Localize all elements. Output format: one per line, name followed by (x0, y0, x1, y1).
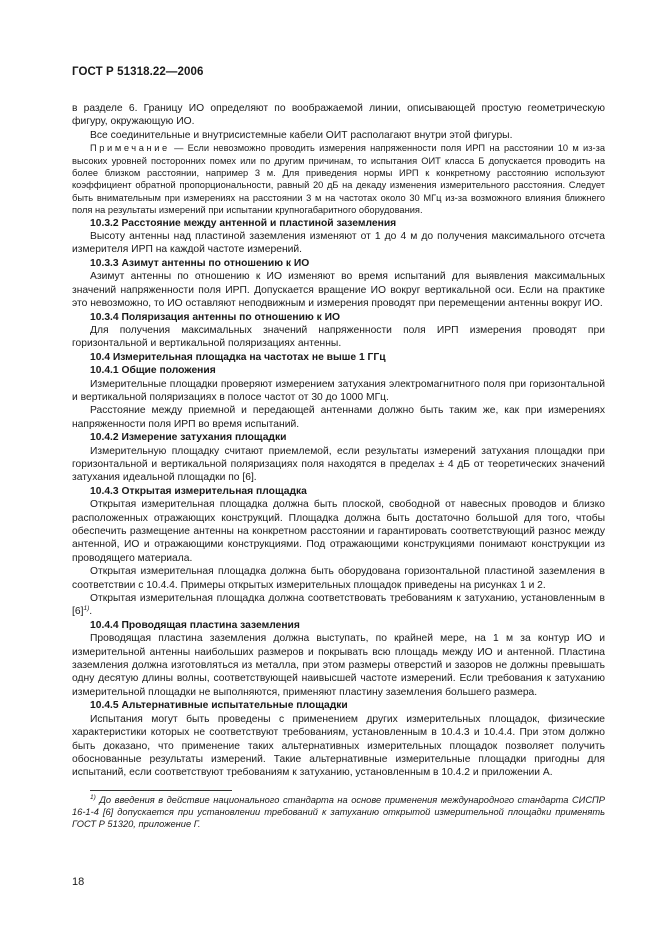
section-heading: 10.4.4 Проводящая пластина заземления (90, 619, 300, 631)
paragraph: Испытания могут быть проведены с применением других измерительных площадок, физические характеристики которых не соответствуют требованиям, установленным в 10.4.3 и 10.4.4. При этом должно быть доказано, что применение таких альтернативных измерительных площадок позволяет получить обоснованные результаты измерений. Такие альтернативные измерительные площадки пригодны для испытаний, если соответствуют требованиям к затуханию, установленным в 10.4.2 и приложении А. (72, 713, 605, 779)
paragraph: Измерительную площадку считают приемлемой, если результаты измерений затухания площадки при горизонтальной и вертикальной поляризациях поля находятся в пределах ± 4 дБ от теоретических значений затухания идеальной площадки по [6]. (72, 445, 605, 484)
section-heading: 10.3.2 Расстояние между антенной и пластиной заземления (90, 217, 397, 229)
paragraph-end: . (89, 606, 93, 618)
paragraph-text: Открытая измерительная площадка должна соответствовать требованиям к затуханию, установленным в [6] (72, 593, 605, 618)
note-text: — Если невозможно проводить измерения напряженности поля ИРП на расстоянии 10 м из-за высоких уровней посторонних помех или по другим причинам, то испытания ОИТ класса Б допускается проводить на более близком расстоянии, например 3 м. Для приведения нормы ИРП к конкретному расстоянию используют коэффициент обратной пропорциональности, равный 20 дБ на декаду изменения измерительного расстояния. Следует быть внимательным при измерениях на расстоянии 3 м на частотах около 30 МГц из-за возможного влияния ближнего поля на результаты измерений при испытании крупногабаритного оборудования. (72, 143, 605, 216)
paragraph: в разделе 6. Границу ИО определяют по воображаемой линии, описывающей простую геометрическую фигуру, окружающую ИО. (72, 103, 605, 128)
section-heading: 10.3.4 Поляризация антенны по отношению к ИО (90, 311, 341, 323)
paragraph: Для получения максимальных значений напряженности поля ИРП измерения проводят при горизонтальной и вертикальной поляризациях антенны. (72, 324, 605, 350)
paragraph: Открытая измерительная площадка должна быть оборудована горизонтальной пластиной заземления в соответствии с 10.4.4. Примеры открытых измерительных площадок приведены на рисунках 1 и 2. (72, 566, 605, 591)
section-heading: 10.4.5 Альтернативные испытательные площадки (90, 700, 348, 712)
paragraph: Проводящая пластина заземления должна выступать, по крайней мере, на 1 м за контур ИО и измерительной антенны наибольших размеров и покрывать всю площадь между ИО и антенной. Пластина заземления должна изготовляться из металла, при этом размеры отверстий и зазоров не должны превышать одну десятую длины волны, соответствующей наивысшей частоте измерений. Если требования к затуханию измерительной площадки не выполняются, применяют пластину заземления большего размера. (72, 633, 605, 698)
section-heading: 10.4 Измерительная площадка на частотах не выше 1 ГГц (90, 351, 386, 363)
footnote-text: До введения в действие национального стандарта на основе применения международного стандарта СИСПР 16-1-4 [6] допускается при установлении требований к затуханию открытой измерительной площадки применять ГОСТ Р 51320, приложение Г. (72, 794, 605, 830)
paragraph: Расстояние между приемной и передающей антеннами должно быть таким же, как при измерениях напряженности поля ИРП во время испытаний. (72, 405, 605, 430)
note-heading: Примечание (90, 143, 170, 154)
paragraph: Высоту антенны над пластиной заземления изменяют от 1 до 4 м до получения максимального отсчета измерителя ИРП на каждой частоте измерений. (72, 231, 605, 256)
section-heading: 10.4.2 Измерение затухания площадки (90, 432, 287, 444)
footnote-reference[interactable]: 1) (83, 605, 90, 613)
page-number: 18 (72, 876, 85, 888)
section-heading: 10.3.3 Азимут антенны по отношению к ИО (90, 257, 310, 269)
footnote-separator (90, 790, 232, 791)
footnote-mark: 1) (90, 793, 96, 801)
note (72, 142, 605, 216)
footnote (72, 794, 605, 831)
paragraph (72, 592, 605, 619)
paragraph: Азимут антенны по отношению к ИО изменяют во время испытаний для выявления максимальных значений напряженности поля ИРП. Допускается вращение ИО вокруг вертикальной оси. Если на практике это невозможно, то ИО оставляют неподвижным и измерения проводят при перемещении антенны вокруг ИО. (72, 271, 605, 310)
section-heading: 10.4.1 Общие положения (90, 365, 216, 377)
paragraph: Измерительные площадки проверяют измерением затухания электромагнитного поля при горизонтальной и вертикальной поляризациях в полосе частот от 30 до 1000 МГц. (72, 378, 605, 403)
section-heading: 10.4.3 Открытая измерительная площадка (90, 485, 307, 497)
paragraph: Все соединительные и внутрисистемные кабели ОИТ располагают внутри этой фигуры. (90, 129, 513, 141)
document-id-header: ГОСТ Р 51318.22—2006 (72, 66, 204, 78)
paragraph: Открытая измерительная площадка должна быть плоской, свободной от навесных проводов и близко расположенных отражающих конструкций. Площадка должна быть достаточно большой для того, чтобы обеспечить размещение антенны на конкретном расстоянии и гарантировать соответствующий разнос между антенной, ИО и отражающими конструкциями. Под отражающими конструкциями понимают конструкции из проводящего материала. (72, 499, 605, 564)
